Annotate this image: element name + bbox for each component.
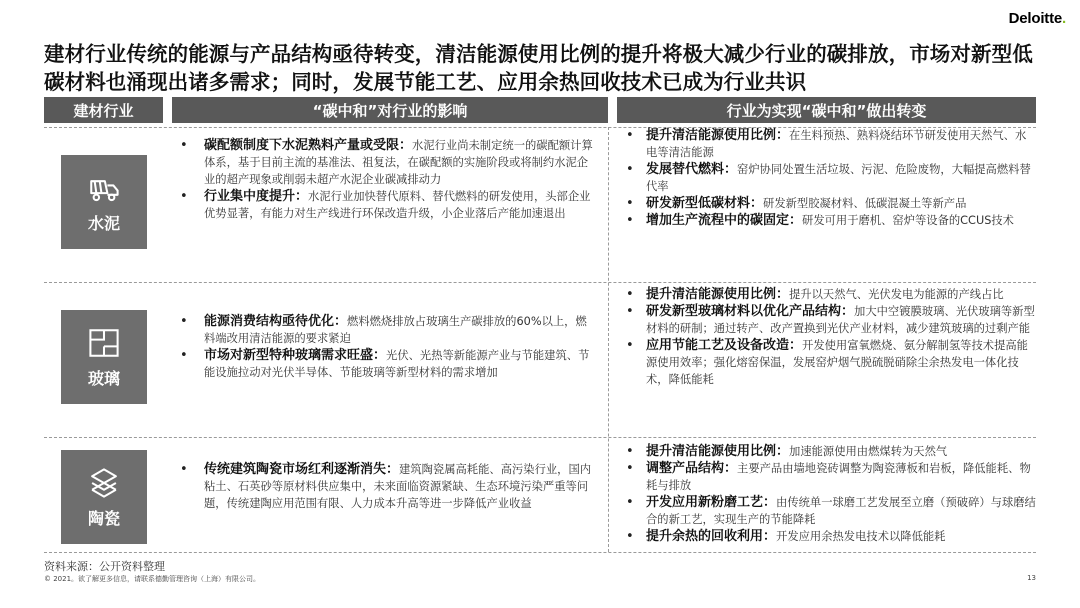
impact-cement xyxy=(178,137,598,222)
category-glass xyxy=(61,310,147,404)
list-item: • 提升清洁能源使用比例：提升以天然气、光伏发电为能源的产线占比 xyxy=(624,286,1036,303)
list-item: • 行业集中度提升：水泥行业加快替代原料、替代燃料的研发使用，头部企业优势显著，有能力对生产线进行环保改造升级，小企业落后产能加速退出 xyxy=(178,188,598,222)
list-item: • 研发新型低碳材料：研发新型胶凝材料、低碳混凝土等新产品 xyxy=(624,195,1036,212)
list-item: • 发展替代燃料：窑炉协同处置生活垃圾、污泥、危险废物，大幅提高燃料替代率 xyxy=(624,161,1036,195)
glass-panel-icon xyxy=(87,326,121,360)
copyright-note: © 2021。欲了解更多信息，请联系德勤管理咨询（上海）有限公司。 xyxy=(44,575,261,583)
list-item: • 调整产品结构：主要产品由墙地瓷砖调整为陶瓷薄板和岩板，降低能耗、物耗与排放 xyxy=(624,460,1036,494)
category-label: 陶瓷 xyxy=(87,508,120,528)
list-item: • 开发应用新粉磨工艺：由传统单一球磨工艺发展至立磨（预破碎）与球磨结合的新工艺，实现生产的节能降耗 xyxy=(624,494,1036,528)
category-label: 玻璃 xyxy=(87,368,120,388)
list-item: • 能源消费结构亟待优化：燃料燃烧排放占玻璃生产碳排放的60%以上，燃料端改用清洁能源的要求紧迫 xyxy=(178,313,598,347)
list-item: • 提升清洁能源使用比例：在生料预热、熟料烧结环节研发使用天然气、水电等清洁能源 xyxy=(624,127,1036,161)
category-label: 水泥 xyxy=(87,213,120,233)
list-item: • 提升清洁能源使用比例：加速能源使用由燃煤转为天然气 xyxy=(624,443,1036,460)
source-note: 资料来源：公开资料整理 xyxy=(44,560,165,573)
page-number: 13 xyxy=(1027,574,1036,582)
transform-cement xyxy=(624,127,1036,229)
list-item: • 市场对新型特种玻璃需求旺盛：光伏、光热等新能源产业与节能建筑、节能设施拉动对光伏半导体、节能玻璃等新型材料的需求增加 xyxy=(178,347,598,381)
row-divider xyxy=(44,282,1036,283)
category-ceramic xyxy=(61,450,147,544)
list-item: • 增加生产流程中的碳固定：研发可用于磨机、窑炉等设备的CCUS技术 xyxy=(624,212,1036,229)
impact-glass xyxy=(178,313,598,381)
transform-glass xyxy=(624,286,1036,388)
category-cement xyxy=(61,155,147,249)
ceramic-tiles-icon xyxy=(87,466,121,500)
header-transform: 行业为实现“碳中和”做出转变 xyxy=(617,97,1036,123)
list-item: • 应用节能工艺及设备改造：开发使用富氧燃烧、氨分解制氢等技术提高能源使用效率；强化熔窑保温，发展窑炉烟气脱硫脱硝除尘余热发电一体化技术，降低能耗 xyxy=(624,337,1036,388)
impact-ceramic xyxy=(178,461,598,512)
list-item: • 提升余热的回收利用：开发应用余热发电技术以降低能耗 xyxy=(624,528,1036,545)
list-item: • 传统建筑陶瓷市场红利逐渐消失：建筑陶瓷属高耗能、高污染行业，国内粘土、石英砂等原材料供应集中，未来面临资源紧缺、生态环境污染严重等问题，传统建陶应用范围有限、人力成本升高等进一步降低产业收益 xyxy=(178,461,598,512)
transform-ceramic xyxy=(624,443,1036,545)
list-item: • 碳配额制度下水泥熟料产量或受限：水泥行业尚未制定统一的碳配额计算体系，基于目前主流的基准法、祖复法，在碳配额的实施阶段或将制约水泥企业的超产现象或削弱未超产水泥企业碳减排动力 xyxy=(178,137,598,188)
cement-mixer-icon xyxy=(87,171,121,205)
header-impact: “碳中和”对行业的影响 xyxy=(172,97,608,123)
page-title: 建材行业传统的能源与产品结构亟待转变，清洁能源使用比例的提升将极大减少行业的碳排放，市场对新型低碳材料也涌现出诸多需求；同时，发展节能工艺、应用余热回收技术已成为行业共识 xyxy=(44,42,1033,94)
list-item: • 研发新型玻璃材料以优化产品结构：加大中空镀膜玻璃、光伏玻璃等新型材料的研制；通过转产、改产置换到光伏产业材料，减少建筑玻璃的过剩产能 xyxy=(624,303,1036,337)
row-divider xyxy=(44,552,1036,553)
header-industry: 建材行业 xyxy=(44,97,163,123)
row-divider xyxy=(44,437,1036,438)
column-divider xyxy=(608,127,609,552)
deloitte-logo: Deloitte. xyxy=(1008,10,1066,27)
